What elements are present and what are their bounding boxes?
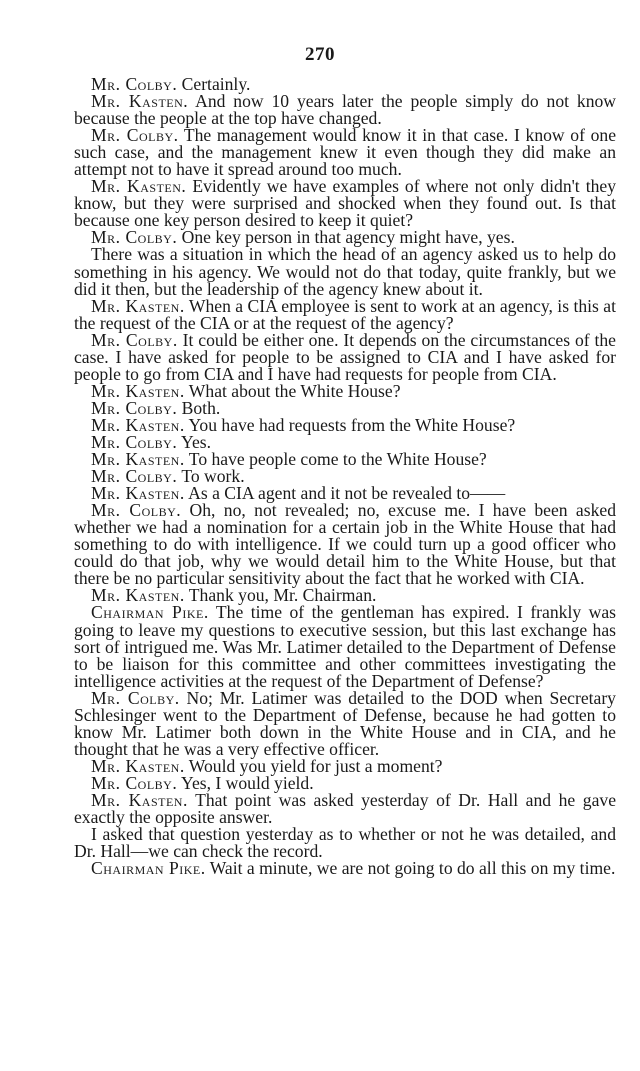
paragraph-text: Yes, I would yield.: [177, 772, 314, 793]
speaker-name: Mr. Colby.: [91, 687, 180, 708]
speaker-name: Chairman Pike.: [91, 602, 209, 623]
paragraph-text: The time of the gentleman has expired. I frankly was going to leave my questions to executive session, but this last exchange has sort of intrigued me. Was Mr. Latimer detailed to the Department of Defense to be liaison for this committee and other committees investigating the intelligence activities at the request of the Department of Defense?: [74, 602, 616, 691]
speaker-name: Mr. Colby.: [91, 74, 178, 94]
speaker-name: Mr. Kasten.: [91, 789, 188, 810]
transcript-body: [74, 76, 616, 877]
paragraph-text: To have people come to the White House?: [184, 449, 487, 470]
speaker-name: Mr. Colby.: [91, 227, 178, 248]
paragraph-text: Thank you, Mr. Chairman.: [184, 585, 377, 606]
paragraph-text: I asked that question yesterday as to whether or not he was detailed, and Dr. Hall—we can check the record.: [74, 824, 616, 862]
speaker-name: Mr. Colby.: [91, 125, 179, 146]
paragraph-text: And now 10 years later the people simply do not know because the people at the top have changed.: [74, 91, 616, 129]
paragraph-text: You have had requests from the White House?: [184, 414, 516, 435]
transcript-paragraph: [74, 246, 616, 297]
transcript-paragraph: [74, 826, 616, 860]
paragraph-text: No; Mr. Latimer was detailed to the DOD when Secretary Schlesinger went to the Department of Defense, because he had gotten to know Mr. Latimer both down in the White House and in CIA, and he thought that he was a very effective officer.: [74, 687, 616, 759]
speaker-name: Mr. Kasten.: [91, 380, 185, 401]
paragraph-text: When a CIA employee is sent to work at an agency, is this at the request of the CIA or at the request of the agency?: [74, 295, 616, 333]
paragraph-text: Evidently we have examples of where not only didn't they know, but they were surprised and shocked when they found out. Is that because one key person desired to keep it quiet?: [74, 176, 616, 231]
speaker-name: Mr. Kasten.: [91, 414, 185, 435]
transcript-paragraph: [74, 502, 616, 587]
speaker-name: Mr. Colby.: [91, 772, 178, 793]
paragraph-text: Yes.: [177, 431, 211, 452]
transcript-paragraph: [74, 789, 616, 828]
speaker-name: Mr. Kasten.: [91, 483, 185, 504]
transcript-paragraph: [74, 604, 616, 689]
transcript-paragraph: [74, 860, 616, 877]
transcript-paragraph: [74, 93, 616, 127]
paragraph-text: Both.: [177, 397, 221, 418]
speaker-name: Mr. Colby.: [91, 329, 178, 350]
transcript-paragraph: [74, 295, 616, 333]
paragraph-text: One key person in that agency might have, yes.: [177, 227, 515, 248]
paragraph-text: Certainly.: [177, 74, 251, 94]
paragraph-text: That point was asked yesterday of Dr. Hall and he gave exactly the opposite answer.: [74, 789, 616, 828]
paragraph-text: Oh, no, not revealed; no, excuse me. I have been asked whether we had a nomination for a certain job in the White House that had something to do with intelligence. If we could turn up a good officer who could do that job, why we would detail him to the White House, but that there be no particular sensitivity about the fact that he worked with CIA.: [74, 500, 616, 589]
speaker-name: Mr. Colby.: [91, 431, 178, 452]
speaker-name: Mr. Colby.: [91, 500, 182, 521]
transcript-paragraph: [74, 178, 616, 229]
paragraph-text: As a CIA agent and it not be revealed to——: [184, 483, 506, 504]
speaker-name: Mr. Kasten.: [91, 449, 185, 470]
paragraph-text: To work.: [177, 466, 245, 487]
transcript-paragraph: [74, 127, 616, 178]
speaker-name: Chairman Pike.: [91, 858, 206, 879]
speaker-name: Mr. Kasten.: [91, 295, 185, 316]
paragraph-text: It could be either one. It depends on the circumstances of the case. I have asked for people to be assigned to CIA and I have asked for people to go from CIA and I have had requests for people from CIA.: [74, 329, 616, 384]
speaker-name: Mr. Colby.: [91, 397, 178, 418]
transcript-paragraph: [74, 687, 616, 759]
speaker-name: Mr. Kasten.: [91, 585, 185, 606]
paragraph-text: What about the White House?: [184, 380, 401, 401]
paragraph-text: Wait a minute, we are not going to do all this on my time.: [205, 858, 616, 879]
speaker-name: Mr. Kasten.: [91, 755, 185, 776]
transcript-paragraph: [74, 329, 616, 384]
speaker-name: Mr. Kasten.: [91, 91, 189, 112]
page-number: 270: [305, 44, 335, 65]
paragraph-text: There was a situation in which the head of an agency asked us to help do something in his agency. We would not do that today, quite frankly, but we did it then, but the leadership of the agency knew about it.: [74, 244, 616, 299]
paragraph-text: Would you yield for just a moment?: [184, 755, 443, 776]
paragraph-text: The management would know it in that case. I know of one such case, and the management knew it even though they did make an attempt not to have it spread around too much.: [74, 125, 616, 180]
speaker-name: Mr. Colby.: [91, 466, 178, 487]
speaker-name: Mr. Kasten.: [91, 176, 187, 197]
